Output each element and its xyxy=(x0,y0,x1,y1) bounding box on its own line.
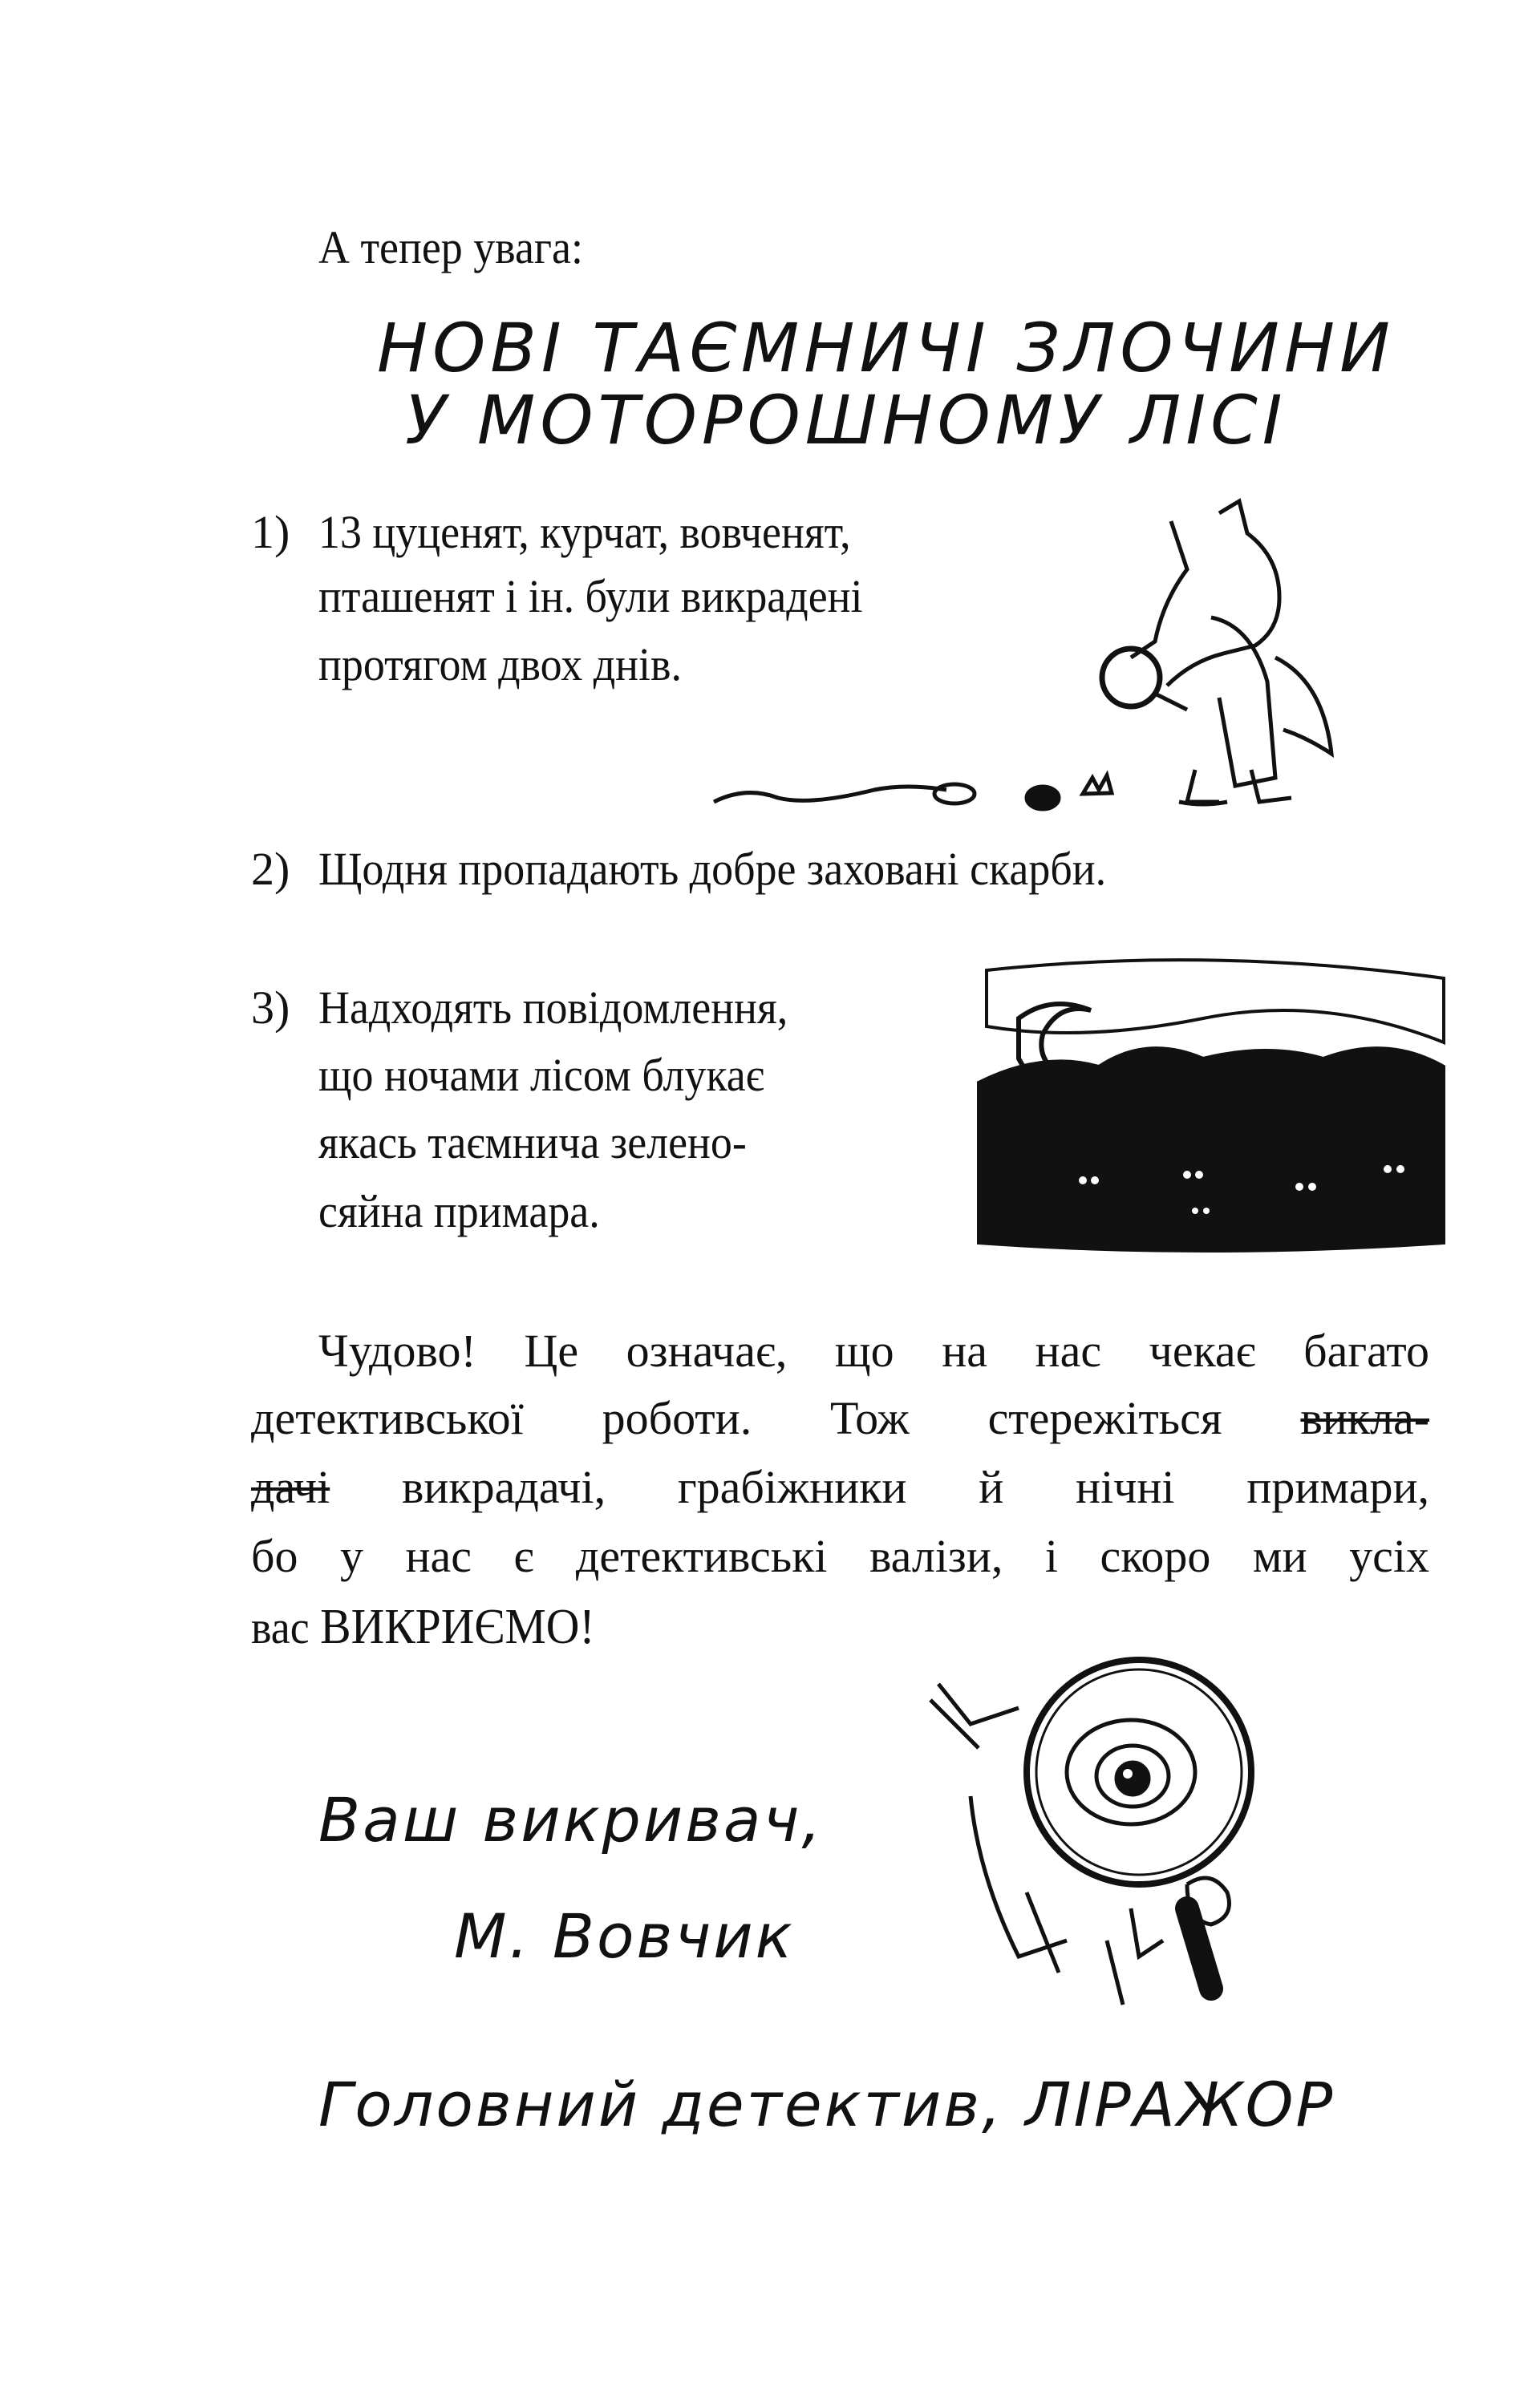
paragraph-text: вас xyxy=(251,1601,310,1653)
paragraph-text: бо у нас є детективські валізи, і скоро ми усіх xyxy=(251,1530,1429,1582)
item-3-line: якась таємнича зелено- xyxy=(318,1116,747,1168)
item-1-line: протягом двох днів. xyxy=(318,638,682,690)
paragraph-text: детективської роботи. Тож стережіться xyxy=(251,1392,1222,1444)
struck-text: викла- xyxy=(1300,1392,1430,1444)
headline-line-2: У МОТОРОШНОМУ ЛІСІ xyxy=(405,381,1287,459)
paragraph-text: Чудово! Це означає, що на нас чекає багато xyxy=(318,1325,1429,1377)
paragraph-line-2 xyxy=(251,1392,1430,1444)
item-2-number: 2) xyxy=(251,843,290,895)
item-3-line: що ночами лісом блукає xyxy=(318,1049,764,1101)
item-3-line: Надходять повідомлення, xyxy=(318,981,788,1034)
item-2-line: Щодня пропадають добре заховані скарби. xyxy=(318,843,1107,895)
signature-name: М. Вовчик xyxy=(454,1900,795,1972)
paragraph-line-5 xyxy=(251,1602,595,1652)
signature-closing: Ваш викривач, xyxy=(318,1784,824,1856)
paragraph-text: викрадачі, грабіжники й нічні примари, xyxy=(402,1461,1430,1513)
paragraph-line-4 xyxy=(251,1530,1429,1582)
emphasis-text: ВИКРИЄМО! xyxy=(320,1600,595,1654)
item-1-line: 13 цуценят, курчат, вовченят, xyxy=(318,506,851,558)
paragraph-line-1 xyxy=(251,1325,1429,1377)
night-forest-moon-illustration xyxy=(971,946,1452,1267)
item-1-line: пташенят і ін. були викрадені xyxy=(318,570,863,622)
item-3-number: 3) xyxy=(251,981,290,1034)
struck-text: дачі xyxy=(251,1461,330,1513)
item-3-line: сяйна примара. xyxy=(318,1185,600,1237)
paragraph-line-3 xyxy=(251,1461,1430,1513)
signature-title: Головний детектив, ЛІРАЖОР xyxy=(318,2069,1335,2140)
headline-line-1: НОВІ ТАЄМНИЧІ ЗЛОЧИНИ xyxy=(377,309,1395,387)
item-1-number: 1) xyxy=(251,506,290,558)
wolf-with-magnifying-glass-illustration xyxy=(922,1652,1348,2037)
intro-text: А тепер увага: xyxy=(318,221,583,273)
fox-detective-magnifier-illustration xyxy=(698,497,1436,818)
